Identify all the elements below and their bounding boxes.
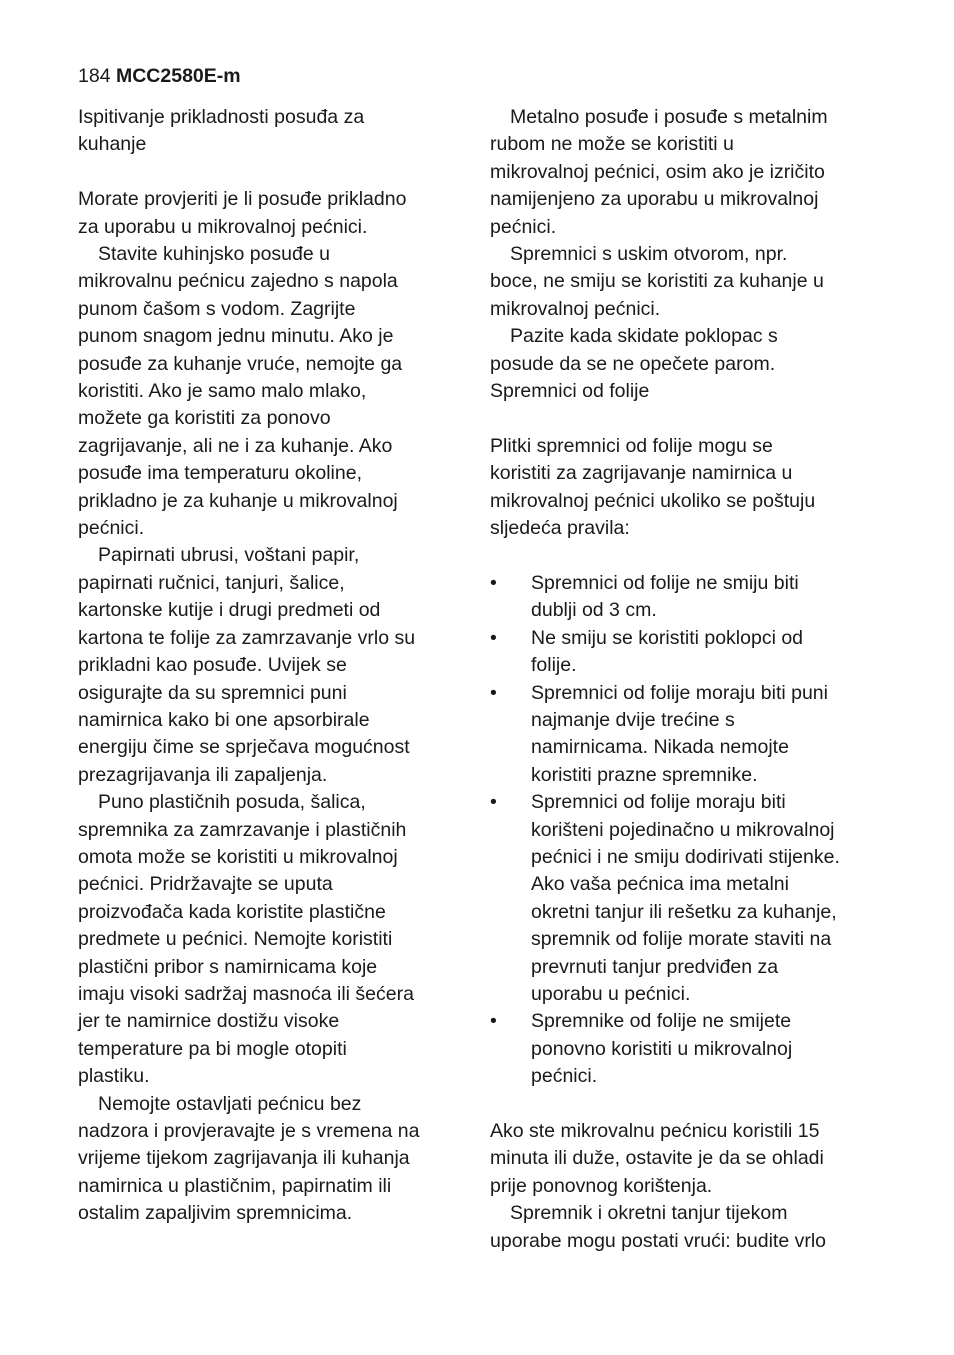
paragraph-dish-test [78, 241, 470, 542]
text-line: za uporabu u mikrovalnoj pećnici. [78, 215, 368, 238]
text-line: spremnik od folije morate staviti na [531, 928, 832, 951]
text-line: pećnici i ne smiju dodirivati stijenke. [531, 845, 840, 868]
text-line: imaju visoki sadržaj masnoća ili šećera [78, 982, 414, 1005]
text-line: spremnika za zamrzavanje i plastičnih [78, 818, 407, 841]
text-line: namirnica kako bi one apsorbirale [78, 708, 370, 731]
intro-paragraph [78, 186, 470, 241]
text-line: pećnici. Pridržavajte se uputa [78, 873, 333, 896]
text-line: korišteni pojedinačno u mikrovalnoj [531, 818, 835, 841]
text-line: Puno plastičnih posuda, šalica, [98, 791, 366, 814]
text-line: osigurajte da su spremnici puni [78, 681, 347, 704]
text-line: pećnici. [490, 215, 557, 238]
text-line: možete ga koristiti za ponovo [78, 407, 331, 430]
list-item [490, 680, 890, 790]
paragraph-narrow-containers [490, 241, 890, 323]
text-line: temperature pa bi mogle otopiti [78, 1037, 347, 1060]
text-line: pećnici. [531, 1065, 598, 1088]
page-number: 184 [78, 65, 111, 87]
text-line: folije. [531, 654, 577, 677]
text-line: punom snagom jednu minutu. Ako je [78, 325, 394, 348]
text-line: boce, ne smiju se koristiti za kuhanje u [490, 270, 824, 293]
text-line: nadzora i provjeravajte je s vremena na [78, 1120, 420, 1143]
bullet-icon: • [490, 1010, 497, 1033]
text-line: posuđe za kuhanje vruće, nemojte ga [78, 352, 403, 375]
text-line: proizvođača kada koristite plastične [78, 900, 386, 923]
foil-intro-paragraph [490, 433, 890, 543]
text-line: Nemojte ostavljati pećnicu bez [98, 1092, 362, 1115]
text-line: predmete u pećnici. Nemojte koristiti [78, 928, 393, 951]
text-line: Ne smiju se koristiti poklopci od [531, 626, 804, 649]
text-line: energiju čime se sprječava mogućnost [78, 736, 410, 759]
text-line: Ako ste mikrovalnu pećnicu koristili 15 [490, 1119, 820, 1142]
text-line: pećnici. [78, 517, 145, 540]
list-item [490, 570, 890, 625]
text-line: Ako vaša pećnica ima metalni [531, 873, 789, 896]
text-line: Morate provjeriti je li posuđe prikladno [78, 188, 407, 211]
text-line: Metalno posuđe i posuđe s metalnim [510, 106, 828, 128]
text-line: najmanje dvije trećine s [531, 708, 735, 731]
text-line: prikladni kao posuđe. Uvijek se [78, 654, 347, 677]
spacer [78, 159, 470, 186]
text-line: punom čašom s vodom. Zagrijte [78, 297, 356, 320]
text-line: posuđe ima temperaturu okoline, [78, 462, 362, 485]
bullet-icon: • [490, 791, 497, 814]
text-line: kartona te folije za zamrzavanje vrlo su [78, 626, 416, 649]
spacer [490, 542, 890, 569]
text-line: Spremnike od folije ne smijete [531, 1010, 792, 1033]
paragraph-paper [78, 542, 470, 789]
text-line: Pazite kada skidate poklopac s [510, 325, 778, 348]
text-line: namijenjeno za uporabu u mikrovalnoj [490, 188, 819, 211]
text-line: mikrovalnu pećnicu zajedno s napola [78, 270, 398, 293]
text-line: kartonske kutije i drugi predmeti od [78, 599, 381, 622]
text-line: Spremnici s uskim otvorom, npr. [510, 243, 788, 266]
foil-subheading: Spremnici od folije [490, 380, 650, 403]
text-line: okretni tanjur ili rešetku za kuhanje, [531, 900, 837, 923]
bullet-icon: • [490, 626, 497, 649]
text-line: rubom ne može se koristiti u [490, 133, 734, 156]
text-line: koristiti. Ako je samo malo mlako, [78, 380, 367, 403]
text-line: zagrijavanje, ali ne i za kuhanje. Ako [78, 434, 393, 457]
text-line: posude da se ne opečete parom. [490, 352, 776, 375]
paragraph-metal [490, 104, 890, 241]
text-line: plastiku. [78, 1065, 150, 1088]
text-line: ponovno koristiti u mikrovalnoj [531, 1037, 793, 1060]
paragraph-cooldown [490, 1118, 890, 1200]
list-item [490, 789, 890, 1008]
text-line: prije ponovnog korištenja. [490, 1174, 713, 1197]
bullet-icon: • [490, 681, 497, 704]
text-line: mikrovalnoj pećnici, osim ako je izričito [490, 160, 825, 183]
text-line: jer te namirnice dostižu visoke [78, 1010, 340, 1033]
text-line: minuta ili duže, ostavite je da se ohladi [490, 1147, 824, 1170]
text-line: Spremnici od folije moraju biti [531, 791, 786, 814]
text-line: plastični pribor s namirnicama koje [78, 955, 378, 978]
right-column [490, 104, 890, 1255]
text-line: prezagrijavanja ili zapaljenja. [78, 763, 328, 786]
spacer [490, 405, 890, 432]
bullet-icon: • [490, 571, 497, 594]
text-line: Stavite kuhinjsko posuđe u [98, 243, 330, 266]
text-line: uporabe mogu postati vrući: budite vrlo [490, 1229, 827, 1252]
page-header [78, 63, 241, 90]
text-line: Spremnici od folije ne smiju biti [531, 571, 799, 594]
text-line: omota može se koristiti u mikrovalnoj [78, 845, 398, 868]
paragraph-hot-parts [490, 1200, 890, 1255]
text-line: Spremnik i okretni tanjur tijekom [510, 1202, 788, 1225]
text-line: koristiti za zagrijavanje namirnica u [490, 462, 793, 485]
text-line: Papirnati ubrusi, voštani papir, [98, 544, 360, 567]
text-line: vrijeme tijekom zagrijavanja ili kuhanja [78, 1147, 410, 1170]
text-line: namirnicama. Nikada nemojte [531, 736, 789, 759]
text-line: dublji od 3 cm. [531, 599, 657, 622]
text-line: mikrovalnoj pećnici ukoliko se poštuju [490, 489, 816, 512]
text-line: Plitki spremnici od folije mogu se [490, 434, 773, 457]
section-heading [78, 104, 470, 159]
text-line: sljedeća pravila: [490, 517, 630, 540]
paragraph-plastic [78, 789, 470, 1090]
text-line: prevrnuti tanjur predviđen za [531, 955, 779, 978]
text-line: namirnica u plastičnim, papirnatim ili [78, 1174, 392, 1197]
paragraph-supervision [78, 1091, 470, 1228]
text-line: mikrovalnoj pećnici. [490, 297, 661, 320]
text-line: uporabu u pećnici. [531, 982, 691, 1005]
model-number: MCC2580E-m [115, 65, 241, 87]
list-item [490, 625, 890, 680]
section-heading-line: kuhanje [78, 133, 147, 156]
text-line: prikladno je za kuhanje u mikrovalnoj [78, 489, 398, 512]
paragraph-steam [490, 323, 890, 378]
left-column [78, 104, 470, 1228]
text-line: Spremnici od folije moraju biti puni [531, 681, 828, 704]
text-line: papirnati ručnici, tanjuri, šalice, [78, 571, 345, 594]
foil-rules-list [490, 570, 890, 1091]
section-heading-line: Ispitivanje prikladnosti posuđa za [78, 106, 365, 128]
list-item [490, 1008, 890, 1090]
spacer [490, 1091, 890, 1118]
text-line: koristiti prazne spremnike. [531, 763, 758, 786]
text-line: ostalim zapaljivim spremnicima. [78, 1202, 353, 1225]
